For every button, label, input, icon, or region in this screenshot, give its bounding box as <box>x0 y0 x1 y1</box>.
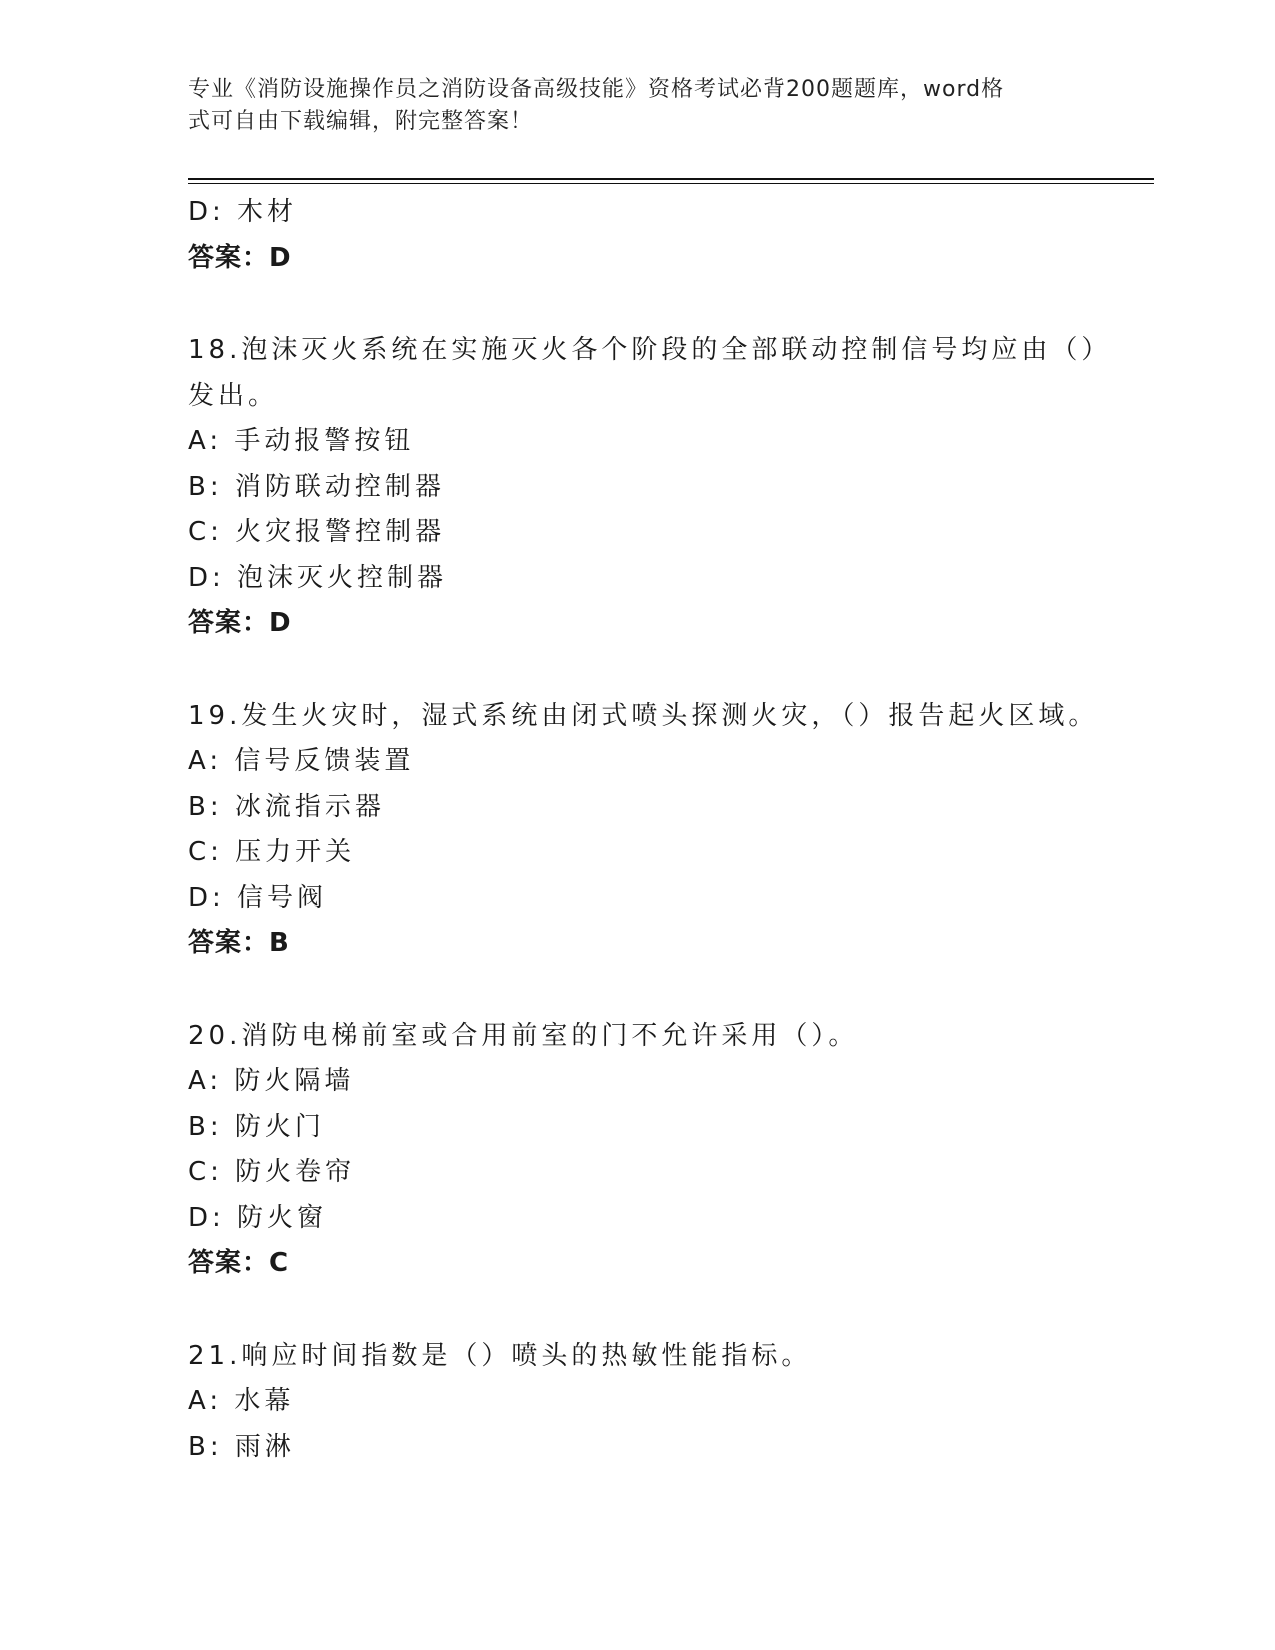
question-21 <box>188 1334 1088 1471</box>
spacer <box>188 967 1088 1014</box>
option-a: A: 手动报警按钮 <box>188 426 415 456</box>
header-line-1: 专业《消防设施操作员之消防设备高级技能》资格考试必背200题题库，word格 <box>188 77 1005 102</box>
spacer <box>188 647 1088 694</box>
answer-line: 答案：B <box>188 928 290 958</box>
option-d: D: 信号阀 <box>188 882 328 913</box>
option-a: A: 防火隔墙 <box>188 1066 355 1096</box>
option-b: B: 防火门 <box>188 1111 325 1142</box>
question-text: 18.泡沫灭火系统在实施灭火各个阶段的全部联动控制信号均应由（） <box>188 335 1112 365</box>
option-c: C: 防火卷帘 <box>188 1157 356 1187</box>
option-d: D: 木材 <box>188 197 298 227</box>
option-d: D: 泡沫灭火控制器 <box>188 562 448 593</box>
header-divider-thin <box>188 183 1154 184</box>
question-text: 20.消防电梯前室或合用前室的门不允许采用（）。 <box>188 1020 859 1051</box>
option-c: C: 压力开关 <box>188 837 356 867</box>
option-a: A: 水幕 <box>188 1386 295 1416</box>
question-list <box>188 190 1112 1470</box>
question-19 <box>188 694 1099 967</box>
answer-line: 答案：C <box>188 1248 290 1278</box>
option-b: B: 消防联动控制器 <box>188 471 445 502</box>
header-line-2: 式可自由下载编辑，附完整答案！ <box>188 109 534 134</box>
spacer <box>188 1287 1088 1334</box>
question-text: 21.响应时间指数是（）喷头的热敏性能指标。 <box>188 1340 812 1371</box>
question-20 <box>188 1014 1088 1287</box>
answer-line: 答案：D <box>188 242 292 273</box>
option-d: D: 防火窗 <box>188 1202 328 1233</box>
spacer <box>188 281 1088 328</box>
option-b: B: 冰流指示器 <box>188 791 385 822</box>
header-divider-thick <box>188 178 1154 180</box>
answer-line: 答案：D <box>188 608 292 638</box>
option-a: A: 信号反馈装置 <box>188 746 415 776</box>
question-text: 19.发生火灾时，湿式系统由闭式喷头探测火灾，（）报告起火区域。 <box>188 700 1099 731</box>
option-b: B: 雨淋 <box>188 1431 295 1462</box>
document-header <box>188 74 1068 138</box>
option-c: C: 火灾报警控制器 <box>188 517 446 547</box>
question-text-continued: 发出。 <box>188 380 279 411</box>
question-18 <box>188 328 1112 647</box>
